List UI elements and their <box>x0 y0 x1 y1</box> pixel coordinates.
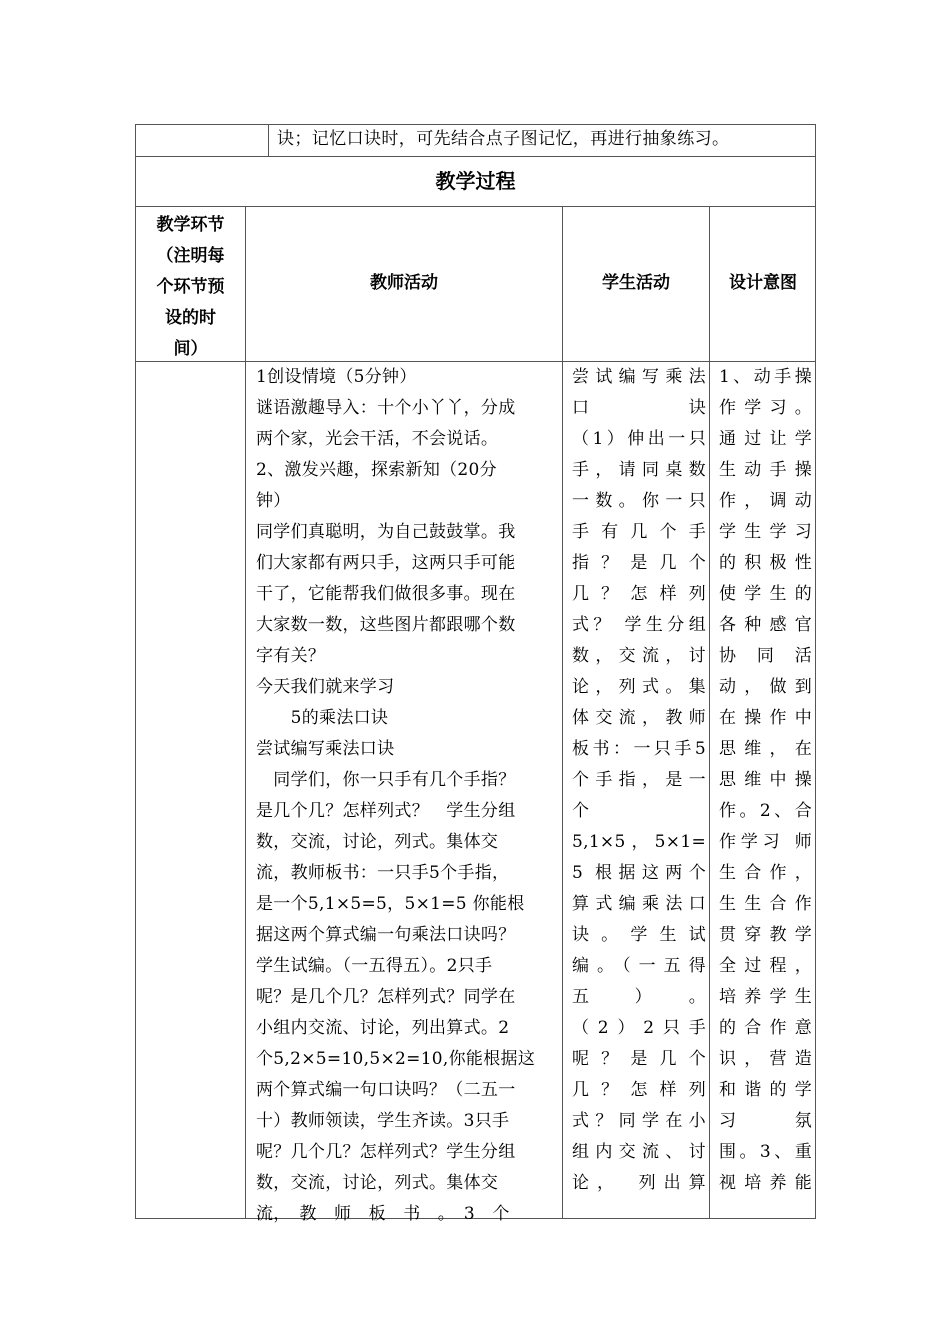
header-stage-line: 教学环节 <box>156 215 225 235</box>
design-line: 生动手操 <box>719 460 812 480</box>
teacher-line: 据这两个算式编一句乘法口诀吗？ <box>256 925 516 945</box>
teacher-line: 是几个几？怎样列式？ 学生分组 <box>256 801 516 821</box>
header-stage <box>136 210 245 365</box>
teacher-line: 流，教师板书：一只手5个手指， <box>256 863 510 883</box>
student-line: 个 <box>572 801 590 821</box>
design-line: 全过程， <box>719 956 812 976</box>
design-line: 的积极性 <box>719 553 812 573</box>
design-line: 在操作中 <box>719 708 812 728</box>
header-stage-line: 设的时 <box>165 308 216 328</box>
col-line-2 <box>562 206 563 1219</box>
student-line: 5,1×5，5×1= <box>572 832 706 852</box>
student-line: 诀。学生试 <box>572 925 706 945</box>
teacher-line: 干了，它能帮我们做很多事。现在 <box>256 584 516 604</box>
col-line-1 <box>245 206 246 1219</box>
student-line: （1）伸出一只 <box>572 429 706 449</box>
student-line: 手，请同桌数 <box>572 460 706 480</box>
teacher-line: 个5,2×5=10,5×2=10,你能根据这 <box>256 1049 536 1069</box>
teacher-line: 2、激发兴趣，探索新知（20分 <box>256 460 497 480</box>
design-line: 作。2、合 <box>719 801 812 821</box>
teacher-line: 同学们真聪明，为自己鼓鼓掌。我 <box>256 522 516 542</box>
student-line: 口诀 <box>572 398 706 418</box>
student-line: 组内交流、讨 <box>572 1142 706 1162</box>
student-line: 体交流，教师 <box>572 708 706 728</box>
teacher-line: 同学们，你一只手有几个手指？ <box>256 770 516 790</box>
design-line: 培养学生 <box>719 987 812 1007</box>
student-line: 论，列式。集 <box>572 677 706 697</box>
student-line: 5 根据这两个 <box>572 863 706 883</box>
section-title: 教学过程 <box>435 169 516 193</box>
student-line: 论， 列出算 <box>572 1173 706 1193</box>
row-line-1 <box>135 156 816 157</box>
design-line: 围。3、重 <box>719 1142 812 1162</box>
design-line: 作学习 师 <box>719 832 812 852</box>
teacher-line: 学生试编。（一五得五）。2只手 <box>256 956 493 976</box>
header-stage-line: 个环节预 <box>156 277 225 297</box>
teacher-line: 数，交流，讨论，列式。集体交 <box>256 832 499 852</box>
teacher-line: 呢？几个几？怎样列式？学生分组 <box>256 1142 516 1162</box>
teacher-line: 两个算式编一句口诀吗？（二五一 <box>256 1080 516 1100</box>
student-line: 五）。 <box>572 987 706 1007</box>
teacher-line: 流， 教 师 板 书 。 3 个 <box>256 1204 510 1224</box>
header-teacher: 教师活动 <box>370 273 438 293</box>
student-line: 式？ 学生分组 <box>572 615 706 635</box>
design-line: 和谐的学 <box>719 1080 812 1100</box>
design-line: 学生学习 <box>719 522 812 542</box>
row-line-2 <box>135 206 816 207</box>
teacher-line: 5的乘法口诀 <box>256 708 389 728</box>
design-line: 协 同 活 <box>719 646 812 666</box>
header-student: 学生活动 <box>602 273 670 293</box>
student-line: 数，交流，讨 <box>572 646 706 666</box>
design-line: 1、动手操 <box>719 367 812 387</box>
design-line: 视培养能 <box>719 1173 812 1193</box>
design-line: 使学生的 <box>719 584 812 604</box>
design-line: 思维，在 <box>719 739 812 759</box>
header-design: 设计意图 <box>729 273 797 293</box>
design-line: 作，调动 <box>719 491 812 511</box>
student-line: 个手指，是一 <box>572 770 706 790</box>
design-line: 生合作， <box>719 863 812 883</box>
teacher-line: 是一个5,1×5=5，5×1=5 你能根 <box>256 894 525 914</box>
col-line-3 <box>709 206 710 1219</box>
student-line: 指？是几个 <box>572 553 706 573</box>
teacher-line: 今天我们就来学习 <box>256 677 395 697</box>
student-activity-column <box>572 362 706 1199</box>
design-line: 生生合作 <box>719 894 812 914</box>
design-line: 通过让学 <box>719 429 812 449</box>
teacher-activity-column <box>256 362 558 1230</box>
design-line: 作学习。 <box>719 398 812 418</box>
teacher-line: 两个家，光会干活，不会说话。 <box>256 429 499 449</box>
top-row-text: 诀；记忆口诀时，可先结合点子图记忆，再进行抽象练习。 <box>277 129 730 149</box>
teacher-line: 字有关？ <box>256 646 326 666</box>
student-line: 呢？是几个 <box>572 1049 706 1069</box>
student-line: （2）2只手 <box>572 1018 706 1038</box>
teacher-line: 1创设情境（5分钟） <box>256 367 417 387</box>
design-line: 识，营造 <box>719 1049 812 1069</box>
header-stage-line: （注明每 <box>156 246 225 266</box>
teacher-line: 钟） <box>256 491 291 511</box>
teacher-line: 谜语激趣导入：十个小丫丫，分成 <box>256 398 516 418</box>
teacher-line: 们大家都有两只手，这两只手可能 <box>256 553 516 573</box>
design-line: 思维中操 <box>719 770 812 790</box>
top-row-divider <box>268 124 269 156</box>
header-stage-line: 间） <box>173 339 208 359</box>
student-line: 算式编乘法口 <box>572 894 706 914</box>
student-line: 编。（一五得 <box>572 956 706 976</box>
student-line: 手有几个手 <box>572 522 706 542</box>
design-line: 贯穿教学 <box>719 925 812 945</box>
design-line: 的合作意 <box>719 1018 812 1038</box>
design-intent-column <box>719 362 812 1199</box>
teacher-line: 数，交流，讨论，列式。集体交 <box>256 1173 499 1193</box>
student-line: 几？怎样列 <box>572 1080 706 1100</box>
teacher-line: 呢？是几个几？怎样列式？同学在 <box>256 987 516 1007</box>
design-line: 各种感官 <box>719 615 812 635</box>
design-line: 动，做到 <box>719 677 812 697</box>
teacher-line: 小组内交流、讨论，列出算式。2 <box>256 1018 510 1038</box>
teacher-line: 大家数一数，这些图片都跟哪个数 <box>256 615 516 635</box>
student-line: 几？怎样列 <box>572 584 706 604</box>
student-line: 板书：一只手5 <box>572 739 706 759</box>
student-line: 一数。你一只 <box>572 491 706 511</box>
design-line: 习 氛 <box>719 1111 812 1131</box>
teacher-line: 尝试编写乘法口诀 <box>256 739 395 759</box>
teacher-line: 十）教师领读，学生齐读。3只手 <box>256 1111 510 1131</box>
student-line: 尝试编写乘法 <box>572 367 706 387</box>
student-line: 式？同学在小 <box>572 1111 706 1131</box>
